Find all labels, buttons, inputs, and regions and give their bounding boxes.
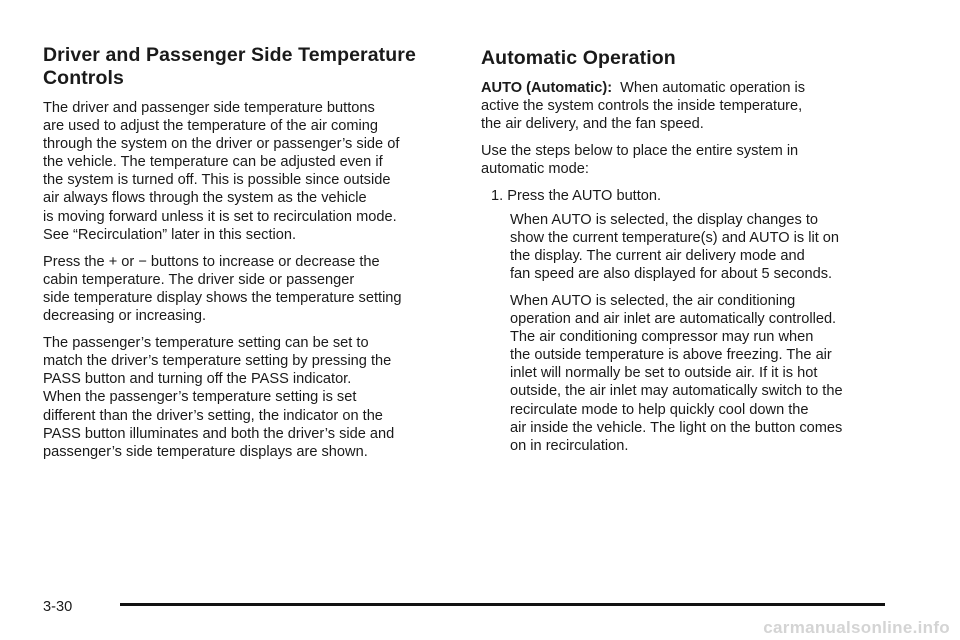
step-1-detail-display: When AUTO is selected, the display changes to show the current temperature(s) and AUTO is lit on the display. The current air delivery mode and fan speed are also displayed for about 5 seconds.	[510, 211, 840, 282]
paragraph-steps-intro: Use the steps below to place the entire system in automatic mode:	[481, 143, 799, 178]
footer-rule	[120, 603, 885, 606]
section-heading-automatic-operation: Automatic Operation	[481, 47, 676, 69]
step-1: 1. Press the AUTO button.	[491, 188, 662, 205]
paragraph-pass-button: The passenger’s temperature setting can be set to match the driver’s temperature setting by pressing the PASS button and turning off the PASS indicator. When the passenger’s temperature setting is set different than the driver’s setting, the indicator on the PASS button illuminates and both the driver’s side and passenger’s side temperature displays are shown.	[43, 335, 395, 460]
right-column	[481, 44, 921, 464]
auto-description: When automatic operation is active the system controls the inside temperature, the air delivery, and the fan speed.	[481, 80, 806, 133]
paragraph-temperature-buttons: The driver and passenger side temperature buttons are used to adjust the temperature of the air coming through the system on the driver or passenger’s side of the vehicle. The temperature can be adjusted even if the system is turned off. This is possible since outside air always flows through the system as the vehicle is moving forward unless it is set to recirculation mode. See “Recirculation” later in this section.	[43, 100, 400, 243]
auto-label: AUTO (Automatic):	[481, 80, 613, 96]
paragraph-plus-minus-buttons: Press the + or − buttons to increase or decrease the cabin temperature. The driver side or passenger side temperature display shows the temperature setting decreasing or increasing.	[43, 253, 402, 325]
left-column	[43, 44, 453, 470]
page-number: 3-30	[43, 599, 73, 615]
step-1-detail-air-conditioning: When AUTO is selected, the air conditioning operation and air inlet are automatically controlled. The air conditioning compressor may run when the outside temperature is above freezing. The air inlet will normally be set to outside air. If it is hot outside, the air inlet may automatically switch to the recirculate mode to help quickly cool down the air inside the vehicle. The light on the button comes on in recirculation.	[510, 292, 843, 454]
paragraph-auto-definition	[481, 79, 921, 133]
watermark: carmanualsonline.info	[763, 618, 950, 637]
section-heading-temperature-controls: Driver and Passenger Side Temperature Controls	[43, 44, 416, 89]
